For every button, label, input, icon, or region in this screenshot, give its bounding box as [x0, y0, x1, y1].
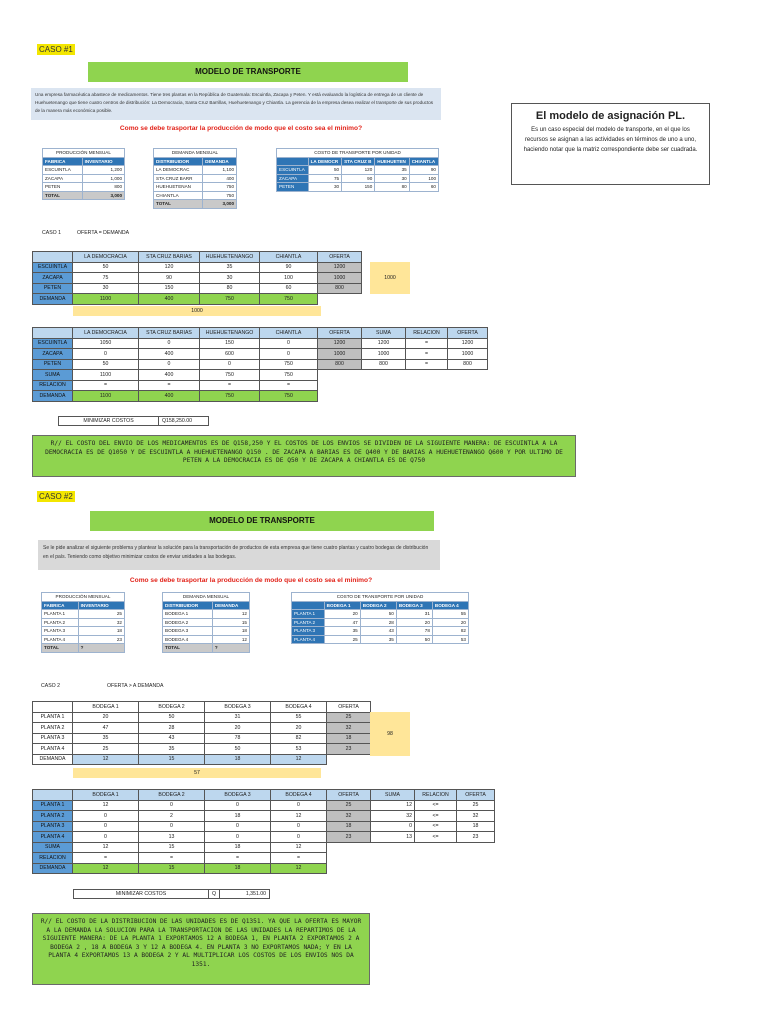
- caso2-demand-total: 57: [73, 768, 321, 778]
- caso2-banner: MODELO DE TRANSPORTE: [90, 511, 434, 531]
- caso2-demand-table: DEMANDA MENSUAL DISTRIBUIDOR DEMANDA BODEGA 1 12 BODEGA 2 15 BODEGA 3 18 BODEGA 4 12 TOTAL ?: [162, 592, 250, 653]
- caso2-production-table: PRODUCCIÓN MENSUAL FABRICA INVENTARIO PLANTA 1 25 PLANTA 2 32 PLANTA 3 18 PLANTA 4 23 TOTAL ?: [41, 592, 125, 653]
- caso2-question: Como se debe trasportar la producción de modo que el costo sea el minimo?: [129, 577, 373, 584]
- caso1-intro: Una empresa farmacéutica abastece de medicamentos. Tiene tres plantas en la República de Guatemala: Escuintla, Zacapa y Peten. Y está evaluando la logística de entrega de un cliente de Huehuetenango que tiene cuatro centros de distribución: La Democracia, Santa Cruz Barrillas, Huehuetenango y Chiantla. La gerencia de la empresa desea realizar el transporte de sus productos de la manera más económica posible.: [31, 88, 441, 120]
- caso1-cost-matrix: LA DEMOCRACIA STA CRUZ BARIAS HUEHUETENANGO CHIANTLA OFERTA ESCUINTLA 50 120 35 90 1200 ZACAPA 75 90 30 100 1000 PETEN 30 150 80 60 800 DEMANDA 1100 400 750 750: [32, 251, 362, 305]
- caso2-minimize-costs: MINIMIZAR COSTOS Q 1,351.00: [73, 889, 270, 899]
- caso1-minimize-costs: MINIMIZAR COSTOS Q158,250.00: [58, 416, 209, 426]
- asignacion-title: El modelo de asignación PL.: [535, 110, 686, 122]
- caso2-case-line: CASO 2: [41, 683, 61, 689]
- caso2-answer: R// EL COSTO DE LA DISTRIBUCION DE LAS UNIDADES ES DE Q1351. YA QUE LA OFERTA ES MAYOR A LA DEMANDA LA SOLUCION PARA LA TRANSPORTACION DE LAS UNIDADES LA REPARTIMOS DE LA SIGUIENTE MANERA: DE LA PLANTA 1 EXPORTAMOS 12 A BODEGA 1, EN PLANTA 2 EXPORTAMOS 2 A BODEGA 2 , 18 A BODEGA 3 Y 12 A BODEGA 4. EN PLANTA 3 NO EXPORTAMOS NADA; Y EN LA PLANTA 4 EXPORTAMOS 13 A BODEGA 2 Y AL MULTIPLICAR LOS COSTOS DE LOS ENVIOS NOS DA 1351.: [32, 913, 370, 985]
- caso2-solution-matrix: BODEGA 1 BODEGA 2 BODEGA 3 BODEGA 4 OFERTA SUMA RELACION OFERTA PLANTA 1 12 0 0 0 25 12 <= 25 PLANTA 2 0 2 18 12 32 32 <= 32 PLANTA 3 0 0 0 0 18 0 <= 18 PLANTA 4 0 13 0 0 23 13 <= 23 SUMA 12 15 18 12 RELACION = = = = DEMANDA 12 15 18 12: [32, 789, 495, 874]
- caso1-answer: R// EL COSTO DEL ENVIO DE LOS MEDICAMENTOS ES DE Q158,250 Y EL COSTOS DE LOS ENVIOS SE DIVIDEN DE LA SIGUIENTE MANERA: DE ESCUINTLA A LA DEMOCRACIA ES DE Q1050 Y DE ESCUINTLA A HUEHUETENANGO Q150 . DE ZACAPA A BARIAS ES DE Q400 Y DE BARIAS A HUEHUETENANGO Q600 Y POR ULTIMO DE PETEN A LA DEMOCRACIA ES DE Q50 Y DE ZACAPA A CHIANTLA ES DE Q750: [32, 435, 576, 477]
- caso1-production-table: PRODUCCIÓN MENSUAL FABRICA INVENTARIO ESCUINTLA 1,200 ZACAPA 1,000 PETEN 800 TOTAL 3,000: [42, 148, 125, 200]
- caso2-offer-total: 98: [370, 712, 410, 756]
- asignacion-box: [511, 103, 710, 185]
- caso1-question: Como se debe trasportar la producción de modo que el costo sea el minimo?: [119, 125, 363, 132]
- caso2-intro: Se le pide analizar el siguiente problema y plantear la solución para la transportación de productos de esta empresa que tiene cuatro plantas y cuatro bodegas de distribución en el país. Teniendo como objetivo minimizar costos de enviar unidades a las bodegas.: [38, 540, 440, 570]
- caso1-offer-total: 1000: [370, 262, 410, 294]
- caso2-cost-table: COSTO DE TRANSPORTE POR UNIDAD BODEGA 1 BODEGA 2 BODEGA 3 BODEGA 4 PLANTA 1 20 50 31 55 PLANTA 2 47 28 20 20 PLANTA 3 35 43 78 82 PLANTA 4 25 35 50 53: [291, 592, 469, 644]
- caso2-case-condition: OFERTA > A DEMANDA: [107, 683, 164, 689]
- caso1-banner: MODELO DE TRANSPORTE: [88, 62, 408, 82]
- caso1-demand-total: 1000: [73, 306, 321, 316]
- caso1-solution-matrix: LA DEMOCRACIA STA CRUZ BARIAS HUEHUETENANGO CHIANTLA OFERTA SUMA RELACION OFERTA ESCUINTLA 1050 0 150 0 1200 1200 = 1200 ZACAPA 0 400 600 0 1000 1000 = 1000 PETEN 50 0 0 750 800 800 = 800 SUMA 1100 400 750 750 RELACION = = = = DEMANDA 1100 400 750 750: [32, 327, 488, 402]
- caso1-case-line: CASO 1: [42, 230, 62, 236]
- caso2-label: CASO #2: [39, 492, 73, 501]
- caso1-demand-table: DEMANDA MENSUAL DISTRIBUIDOR DEMANDA LA DEMOCRAC 1,100 STA CRUZ BARR 400 HUEHUETENAN 750 CHIANTLA 750 TOTAL 3,000: [153, 148, 237, 209]
- caso1-case-condition: OFERTA = DEMANDA: [77, 230, 130, 236]
- caso2-cost-matrix: BODEGA 1 BODEGA 2 BODEGA 3 BODEGA 4 OFERTA PLANTA 1 20 50 31 55 25 PLANTA 2 47 28 20 20 32 PLANTA 3 35 43 78 82 18 PLANTA 4 25 35 50 53 23 DEMANDA 12 15 18 12: [32, 701, 371, 765]
- caso1-label: CASO #1: [39, 45, 73, 54]
- caso1-cost-table: COSTO DE TRANSPORTE POR UNIDAD LA DEMOCR STA CRUZ B HUEHUETEN CHIANTLA ESCUINTLA 50 120 35 90 ZACAPA 75 90 30 100 PETEN 30 150 80 60: [276, 148, 439, 192]
- asignacion-text: Es un caso especial del modelo de transporte, en el que los recursos se asignan a las actividades en términos de uno a uno, haciendo notar que la matriz correspondiente debe ser cuadrada.: [523, 127, 698, 153]
